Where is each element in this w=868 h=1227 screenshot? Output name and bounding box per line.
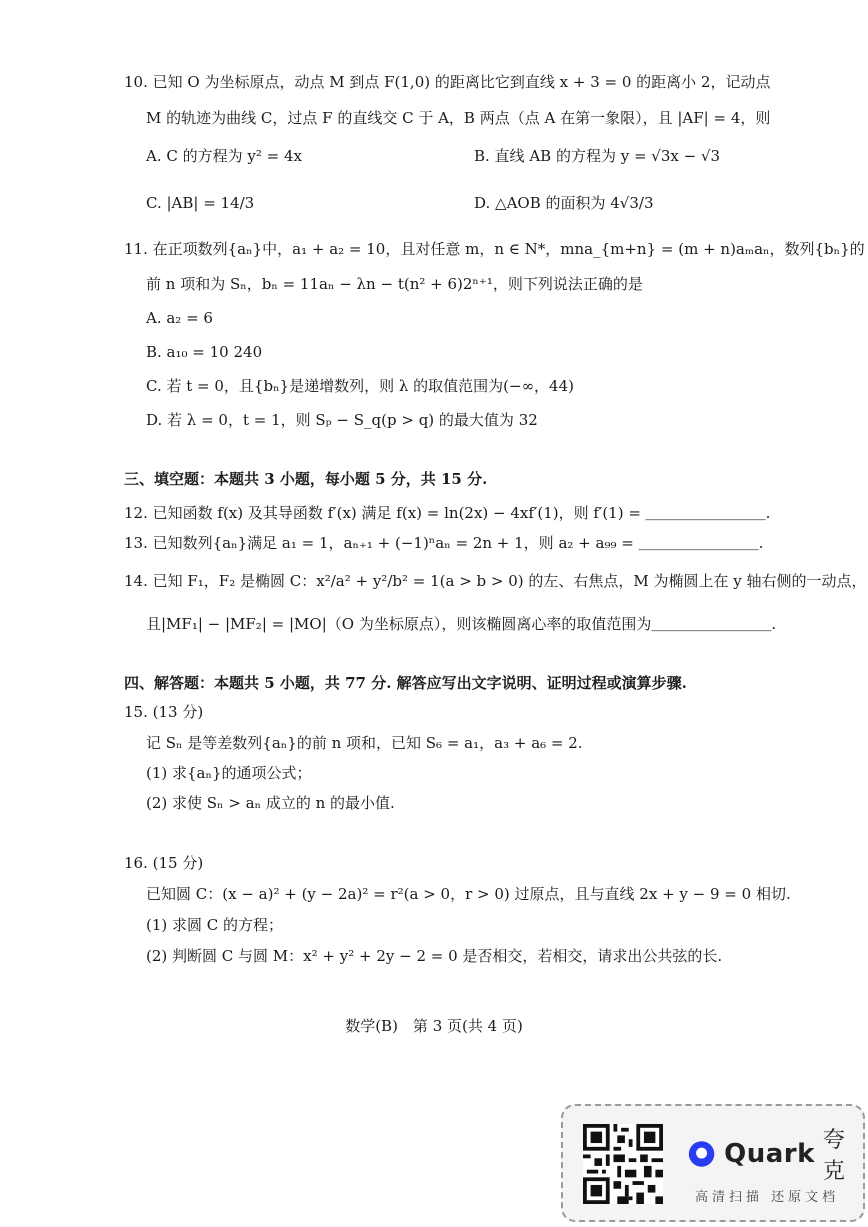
question-16-part-2: (2) 判断圆 C 与圆 M：x² + y² + 2y − 2 = 0 是否相交，若相交，请求出公共弦的长. (146, 947, 723, 965)
section-3-heading: 三、填空题：本题共 3 小题，每小题 5 分，共 15 分. (124, 470, 488, 488)
question-16-header: 16. (15 分) (124, 854, 204, 872)
quark-logo-icon (687, 1138, 716, 1170)
question-11-stem-line-2: 前 n 项和为 Sₙ，bₙ = 11aₙ − λn − t(n² + 6)2ⁿ⁺¹，则下列说法正确的是 (146, 275, 643, 293)
question-11-option-d: D. 若 λ = 0，t = 1，则 Sₚ − S_q(p > q) 的最大值为 32 (146, 411, 538, 429)
question-11-option-a: A. a₂ = 6 (146, 309, 213, 327)
question-14-stem-line-2: 且|MF₁| − |MF₂| = |MO|（O 为坐标原点），则该椭圆离心率的取值范围为＿＿＿＿＿＿＿＿. (146, 615, 777, 633)
quark-brand (687, 1128, 863, 1184)
question-10-option-a: A. C 的方程为 y² = 4x (146, 147, 302, 165)
question-10-stem-line-1: 10. 已知 O 为坐标原点，动点 M 到点 F(1,0) 的距离比它到直线 x + 3 = 0 的距离小 2，记动点 (124, 73, 771, 91)
quark-brand-name: Quark (724, 1139, 815, 1169)
question-14-stem-line-1: 14. 已知 F₁，F₂ 是椭圆 C：x²/a² + y²/b² = 1(a > b > 0) 的左、右焦点，M 为椭圆上在 y 轴右侧的一动点， (124, 572, 867, 590)
quark-brand-cn: 夸克 (822, 1128, 845, 1184)
question-13: 13. 已知数列{aₙ}满足 a₁ = 1，aₙ₊₁ + (−1)ⁿaₙ = 2n + 1，则 a₂ + a₉₉ = ＿＿＿＿＿＿＿＿. (124, 534, 764, 552)
question-10-stem-line-2: M 的轨迹为曲线 C，过点 F 的直线交 C 于 A，B 两点（点 A 在第一象限），且 |AF| = 4，则 (146, 109, 771, 127)
question-15-part-2: (2) 求使 Sₙ > aₙ 成立的 n 的最小值. (146, 794, 395, 812)
question-16-stem: 已知圆 C：(x − a)² + (y − 2a)² = r²(a > 0，r > 0) 过原点，且与直线 2x + y − 9 = 0 相切. (146, 885, 791, 903)
quark-slogan: 高清扫描 还原文档 (695, 1190, 840, 1205)
quark-watermark (561, 1104, 865, 1222)
question-11-stem-line-1: 11. 在正项数列{aₙ}中，a₁ + a₂ = 10，且对任意 m，n ∈ N*，mna_{m+n} = (m + n)aₘaₙ，数列{bₙ}的 (124, 240, 865, 258)
question-11-option-b: B. a₁₀ = 10 240 (146, 343, 263, 361)
qr-code-icon (583, 1124, 663, 1204)
question-10-option-c: C. |AB| = 14/3 (146, 194, 255, 212)
question-15-part-1: (1) 求{aₙ}的通项公式； (146, 764, 312, 782)
question-16-part-1: (1) 求圆 C 的方程； (146, 916, 284, 934)
question-12: 12. 已知函数 f(x) 及其导函数 f′(x) 满足 f(x) = ln(2x) − 4xf′(1)，则 f′(1) = ＿＿＿＿＿＿＿＿. (124, 504, 771, 522)
section-4-heading: 四、解答题：本题共 5 小题，共 77 分. 解答应写出文字说明、证明过程或演算步骤. (124, 674, 687, 692)
question-15-stem: 记 Sₙ 是等差数列{aₙ}的前 n 项和，已知 S₆ = a₁，a₃ + a₆ = 2. (146, 734, 583, 752)
question-10-option-b: B. 直线 AB 的方程为 y = √3x − √3 (474, 147, 721, 165)
question-15-header: 15. (13 分) (124, 703, 204, 721)
question-10-option-d: D. △AOB 的面积为 4√3/3 (474, 194, 654, 212)
question-11-option-c: C. 若 t = 0，且{bₙ}是递增数列，则 λ 的取值范围为(−∞，44) (146, 377, 574, 395)
page-footer: 数学(B) 第 3 页(共 4 页) (345, 1017, 523, 1035)
